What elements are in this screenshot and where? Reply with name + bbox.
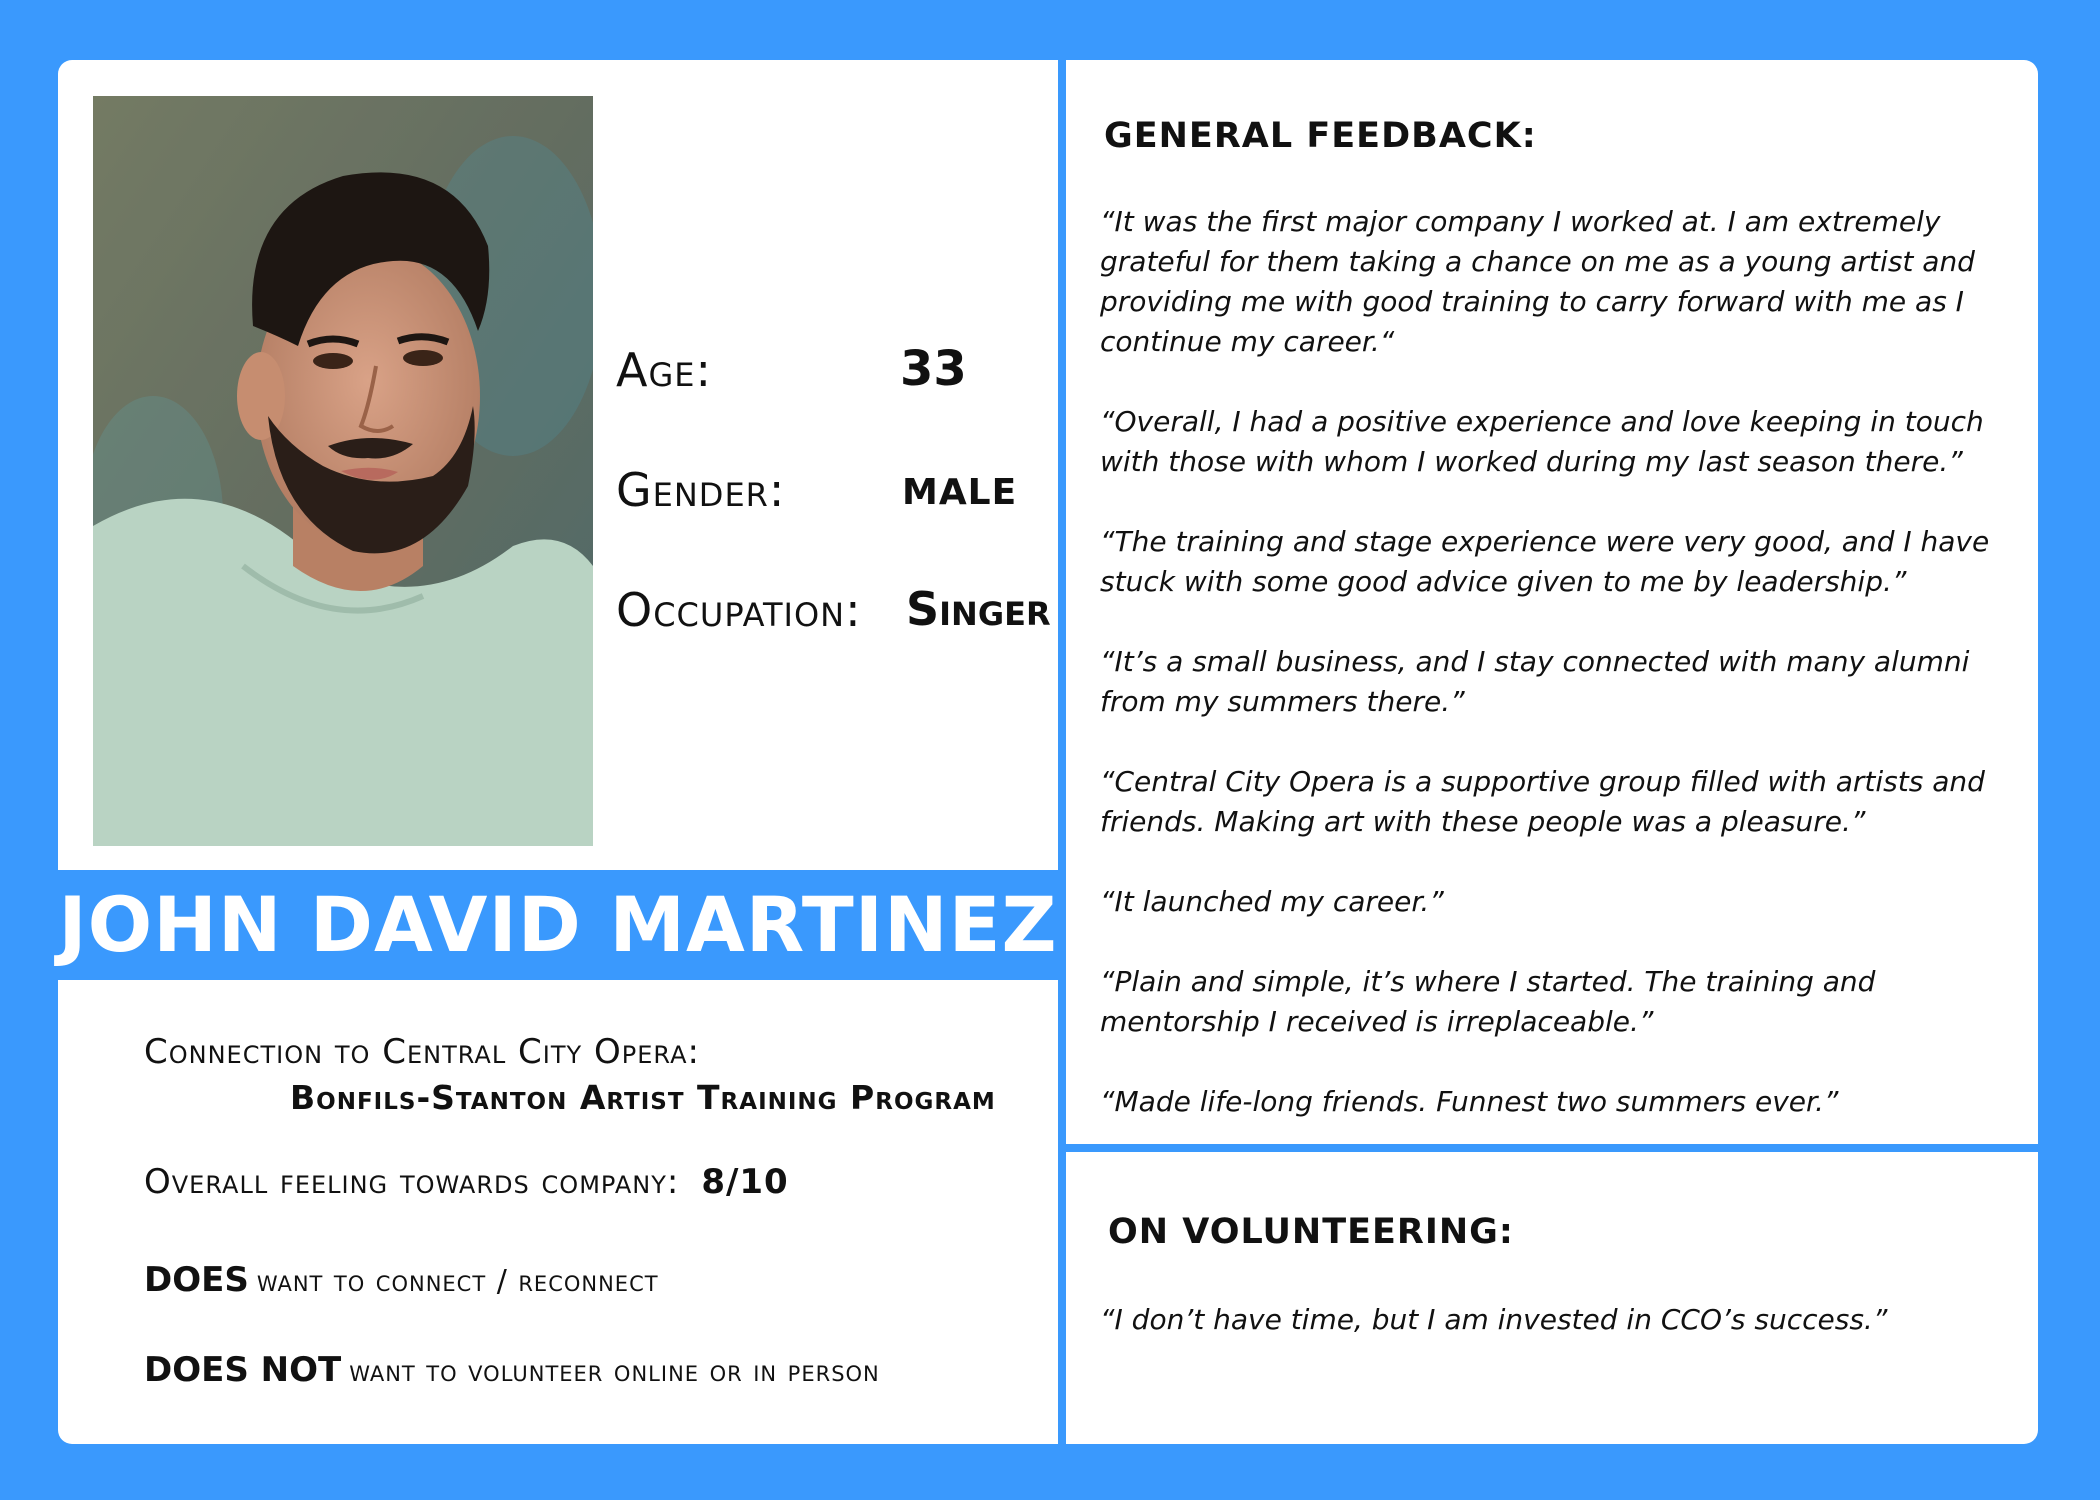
feedback-quote: “The training and stage experience were very good, and I have stuck with some good advice given to me by leadership.” — [1100, 525, 1990, 598]
age-label: Age: — [616, 343, 712, 397]
person-name: JOHN DAVID MARTINEZ — [58, 880, 1058, 969]
connection-value: Bonfils-Stanton Artist Training Program — [290, 1078, 996, 1117]
gender-value: MALE — [902, 472, 1018, 513]
volunteering-quote: “I don’t have time, but I am invested in CCO’s success.” — [1100, 1303, 1888, 1336]
connect-intent — [144, 1260, 659, 1300]
volunteering-card — [1066, 1152, 2038, 1444]
feeling-score: 8/10 — [701, 1162, 789, 1202]
name-banner — [58, 870, 1058, 980]
feedback-quote-list — [1100, 202, 2030, 1162]
connection-card — [58, 980, 1058, 1444]
feedback-heading: GENERAL FEEDBACK: — [1104, 116, 1537, 156]
feeling-label: Overall feeling towards company: — [144, 1162, 680, 1202]
feedback-quote: “Made life-long friends. Funnest two summers ever.” — [1100, 1085, 1839, 1118]
connection-label: Connection to Central City Opera: — [144, 1032, 700, 1072]
profile-card — [58, 60, 1058, 870]
volunteer-intent-text: want to volunteer online or in person — [349, 1354, 880, 1389]
feedback-card — [1066, 60, 2038, 1144]
feeling-row — [144, 1162, 789, 1202]
occupation-label: Occupation: — [616, 583, 862, 637]
age-value: 33 — [900, 341, 967, 397]
volunteer-intent-strong: DOES NOT — [144, 1350, 342, 1390]
feedback-quote: “Plain and simple, it’s where I started. The training and mentorship I received is irreplaceable.” — [1100, 965, 1876, 1038]
gender-label: Gender: — [616, 463, 786, 517]
feedback-quote: “It was the first major company I worked at. I am extremely grateful for them taking a chance on me as a young artist and providing me with good training to carry forward with me as I continue my career.“ — [1100, 205, 1975, 358]
volunteering-heading: ON VOLUNTEERING: — [1108, 1212, 1514, 1252]
volunteer-intent — [144, 1350, 880, 1390]
feedback-quote: “It’s a small business, and I stay connected with many alumni from my summers there.” — [1100, 645, 1970, 718]
feedback-quote: “It launched my career.” — [1100, 885, 1444, 918]
portrait-illustration — [93, 96, 593, 846]
occupation-value: Singer — [906, 582, 1051, 636]
feedback-quote: “Overall, I had a positive experience and love keeping in touch with those with whom I worked during my last season there.” — [1100, 405, 1984, 478]
feedback-quote: “Central City Opera is a supportive group filled with artists and friends. Making art with these people was a pleasure.” — [1100, 765, 1985, 838]
connect-intent-strong: DOES — [144, 1260, 249, 1300]
profile-photo — [93, 96, 593, 846]
connect-intent-text: want to connect / reconnect — [256, 1264, 659, 1299]
